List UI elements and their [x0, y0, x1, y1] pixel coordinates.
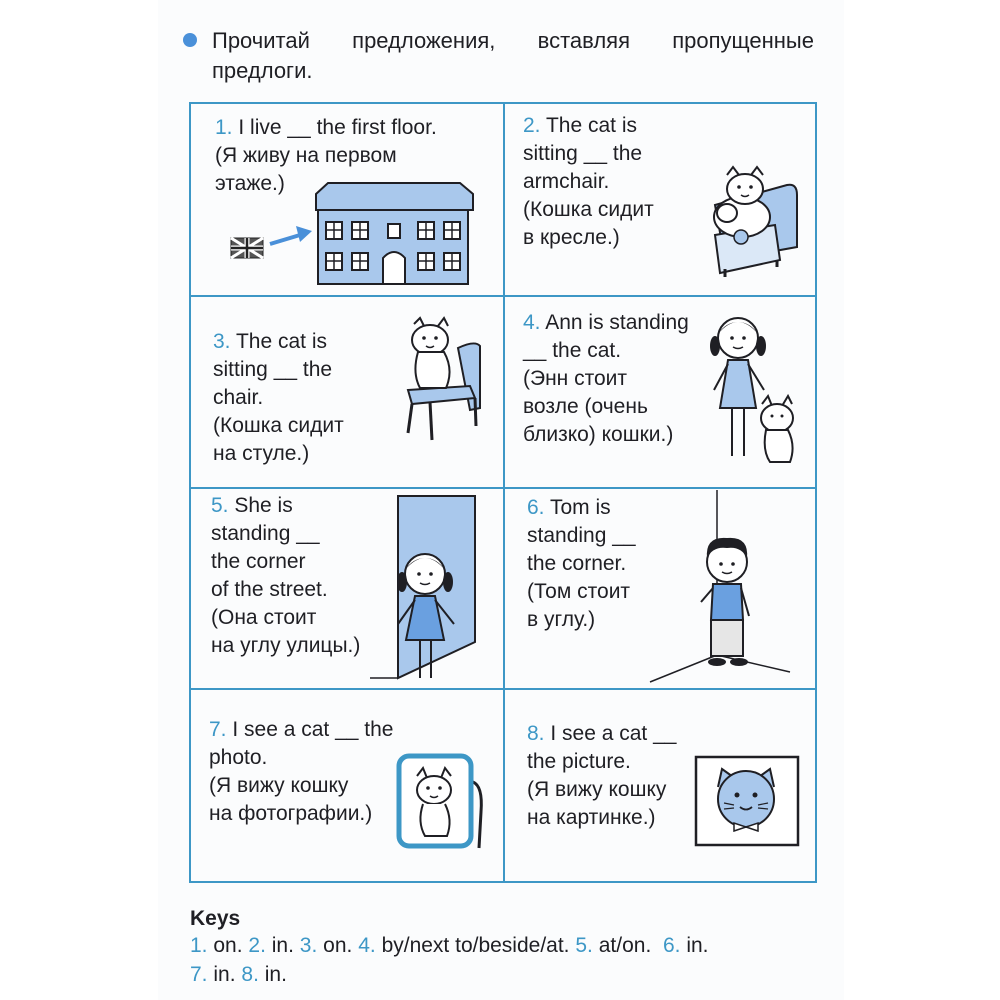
exercise-5-text: [211, 492, 360, 660]
translation: на картинке.): [527, 806, 656, 829]
exercise-number: 8.: [527, 722, 545, 745]
exercise-3-text: [213, 328, 344, 468]
cat-in-photo-illustration: [395, 752, 490, 852]
translation: (Я живу на первом: [215, 144, 397, 167]
sentence: I see a cat __: [550, 722, 677, 745]
sentence: She is: [234, 494, 293, 517]
key-number: 3.: [299, 934, 318, 957]
sentence: chair.: [213, 386, 264, 409]
translation: (Кошка сидит: [213, 414, 344, 437]
sentence: I see a cat __ the: [232, 718, 394, 741]
cat-in-armchair-illustration: [705, 165, 805, 280]
key-number: 1.: [190, 934, 208, 957]
grid-divider-vertical: [503, 102, 505, 883]
key-answer: by/next to/beside/at.: [381, 934, 570, 957]
cat-in-picture-illustration: [694, 755, 804, 850]
translation: (Она стоит: [211, 606, 317, 629]
exercise-number: 4.: [523, 311, 541, 334]
exercise-number: 2.: [523, 114, 541, 137]
key-answer: at/on.: [598, 934, 652, 957]
translation: на углу улицы.): [211, 634, 361, 657]
cat-on-chair-illustration: [400, 318, 485, 443]
instruction-word: вставляя: [537, 28, 630, 53]
grid-divider-horizontal: [189, 295, 817, 297]
girl-next-to-cat-illustration: [710, 308, 802, 468]
girl-at-street-corner-illustration: [370, 492, 480, 687]
key-answer: in.: [264, 963, 287, 986]
key-answer: in.: [271, 934, 294, 957]
instruction-word: пропущенные: [672, 28, 814, 53]
key-number: 6.: [662, 934, 681, 957]
grid-divider-horizontal: [189, 688, 817, 690]
exercise-number: 5.: [211, 494, 229, 517]
sentence: the picture.: [527, 750, 631, 773]
sentence: Tom is: [549, 496, 611, 519]
exercise-number: 1.: [215, 116, 233, 139]
translation: в кресле.): [523, 226, 620, 249]
sentence: sitting __ the: [523, 142, 643, 165]
key-number: 2.: [248, 934, 266, 957]
translation: близко) кошки.): [523, 423, 674, 446]
key-answer: in.: [213, 963, 236, 986]
sentence: standing __: [211, 522, 320, 545]
translation: (Я вижу кошку: [209, 774, 349, 797]
key-number: 4.: [358, 934, 376, 957]
grid-divider-horizontal: [189, 487, 817, 489]
sentence: sitting __ the: [213, 358, 333, 381]
translation: этаже.): [215, 172, 285, 195]
sentence: The cat is: [545, 114, 638, 137]
keys-line-2: [190, 961, 287, 989]
key-number: 7.: [190, 963, 208, 986]
sentence: photo.: [209, 746, 268, 769]
instruction-line-1: [212, 26, 814, 56]
sentence: __ the cat.: [523, 339, 622, 362]
bullet-dot: [183, 33, 197, 47]
instruction-word: предложения,: [352, 28, 496, 53]
translation: на стуле.): [213, 442, 310, 465]
exercise-number: 6.: [527, 496, 545, 519]
exercise-8-text: [527, 720, 676, 832]
translation: (Энн стоит: [523, 367, 628, 390]
exercise-number: 7.: [209, 718, 227, 741]
keys-line-1: [190, 932, 709, 960]
sentence: The cat is: [235, 330, 328, 353]
instruction-word: Прочитай: [212, 28, 310, 53]
sentence: standing __: [527, 524, 636, 547]
exercise-4-text: [523, 309, 689, 449]
translation: (Том стоит: [527, 580, 631, 603]
translation: в углу.): [527, 608, 596, 631]
sentence: the corner.: [527, 552, 627, 575]
sentence: armchair.: [523, 170, 610, 193]
exercise-7-text: [209, 716, 393, 828]
exercise-6-text: [527, 494, 636, 634]
key-answer: on.: [213, 934, 243, 957]
key-answer: on.: [323, 934, 353, 957]
sentence: of the street.: [211, 578, 328, 601]
sentence: the corner: [211, 550, 306, 573]
uk-flag-icon: [231, 238, 263, 258]
key-number: 5.: [575, 934, 593, 957]
translation: на фотографии.): [209, 802, 373, 825]
house-illustration: [228, 180, 478, 290]
translation: (Кошка сидит: [523, 198, 654, 221]
translation: (Я вижу кошку: [527, 778, 667, 801]
instruction-line-2: предлоги.: [212, 58, 313, 83]
sentence: I live __ the first floor.: [238, 116, 437, 139]
exercise-number: 3.: [213, 330, 231, 353]
translation: возле (очень: [523, 395, 648, 418]
sentence: Ann is standing: [545, 311, 689, 334]
key-number: 8.: [241, 963, 259, 986]
key-answer: in.: [686, 934, 709, 957]
keys-title: Keys: [190, 907, 241, 930]
exercise-line: [215, 114, 437, 142]
exercise-2-text: [523, 112, 654, 252]
arrow-icon: [270, 226, 312, 244]
boy-in-corner-illustration: [645, 490, 795, 685]
